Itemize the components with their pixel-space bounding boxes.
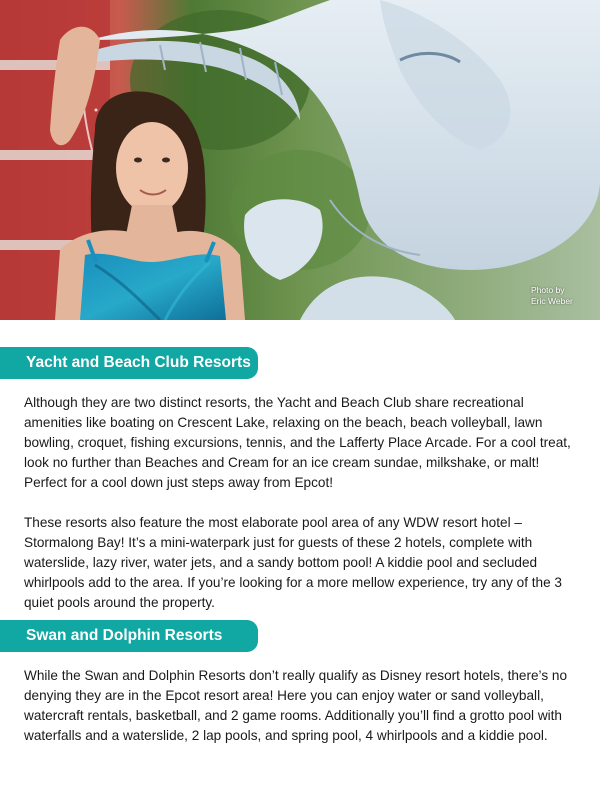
section-heading-swan-dolphin: Swan and Dolphin Resorts (0, 620, 258, 652)
paragraph-yacht-amenities: Although they are two distinct resorts, the Yacht and Beach Club share recreational amenities like boating on Crescent Lake, relaxing on the beach, beach volleyball, lawn bowling, croquet, fishing excursions, tennis, and the Lafferty Place Arcade. For a cool treat, look no further than Beaches and Cream for an ice cream sundae, milkshake, or malt! Perfect for a cool down just steps away from Epcot! (24, 395, 571, 490)
hero-illustration (0, 0, 600, 320)
paragraph-stormalong-bay: These resorts also feature the most elaborate pool area of any WDW resort hotel – Stormalong Bay! It’s a mini-waterpark just for guests of these 2 hotels, complete with waterslide, lazy river, water jets, and a sandy bottom pool! A kiddie pool and secluded whirlpools add to the area. If you’re looking for a more mellow experience, try any of the 3 quiet pools around the property. (24, 515, 562, 610)
photo-credit: Photo by Eric Weber (531, 285, 573, 306)
section-heading-yacht-beach: Yacht and Beach Club Resorts (0, 347, 258, 379)
paragraph-swan-dolphin: While the Swan and Dolphin Resorts don’t really qualify as Disney resort hotels, there’s no denying they are in the Epcot resort area! Here you can enjoy water or sand volleyball, watercraft rentals, basketball, and 2 game rooms. Additionally you’ll find a grotto pool with waterfalls and a waterslide, 2 lap pools, and spring pool, 4 whirlpools and a kiddie pool. (24, 668, 568, 743)
hero-photo (0, 0, 600, 320)
